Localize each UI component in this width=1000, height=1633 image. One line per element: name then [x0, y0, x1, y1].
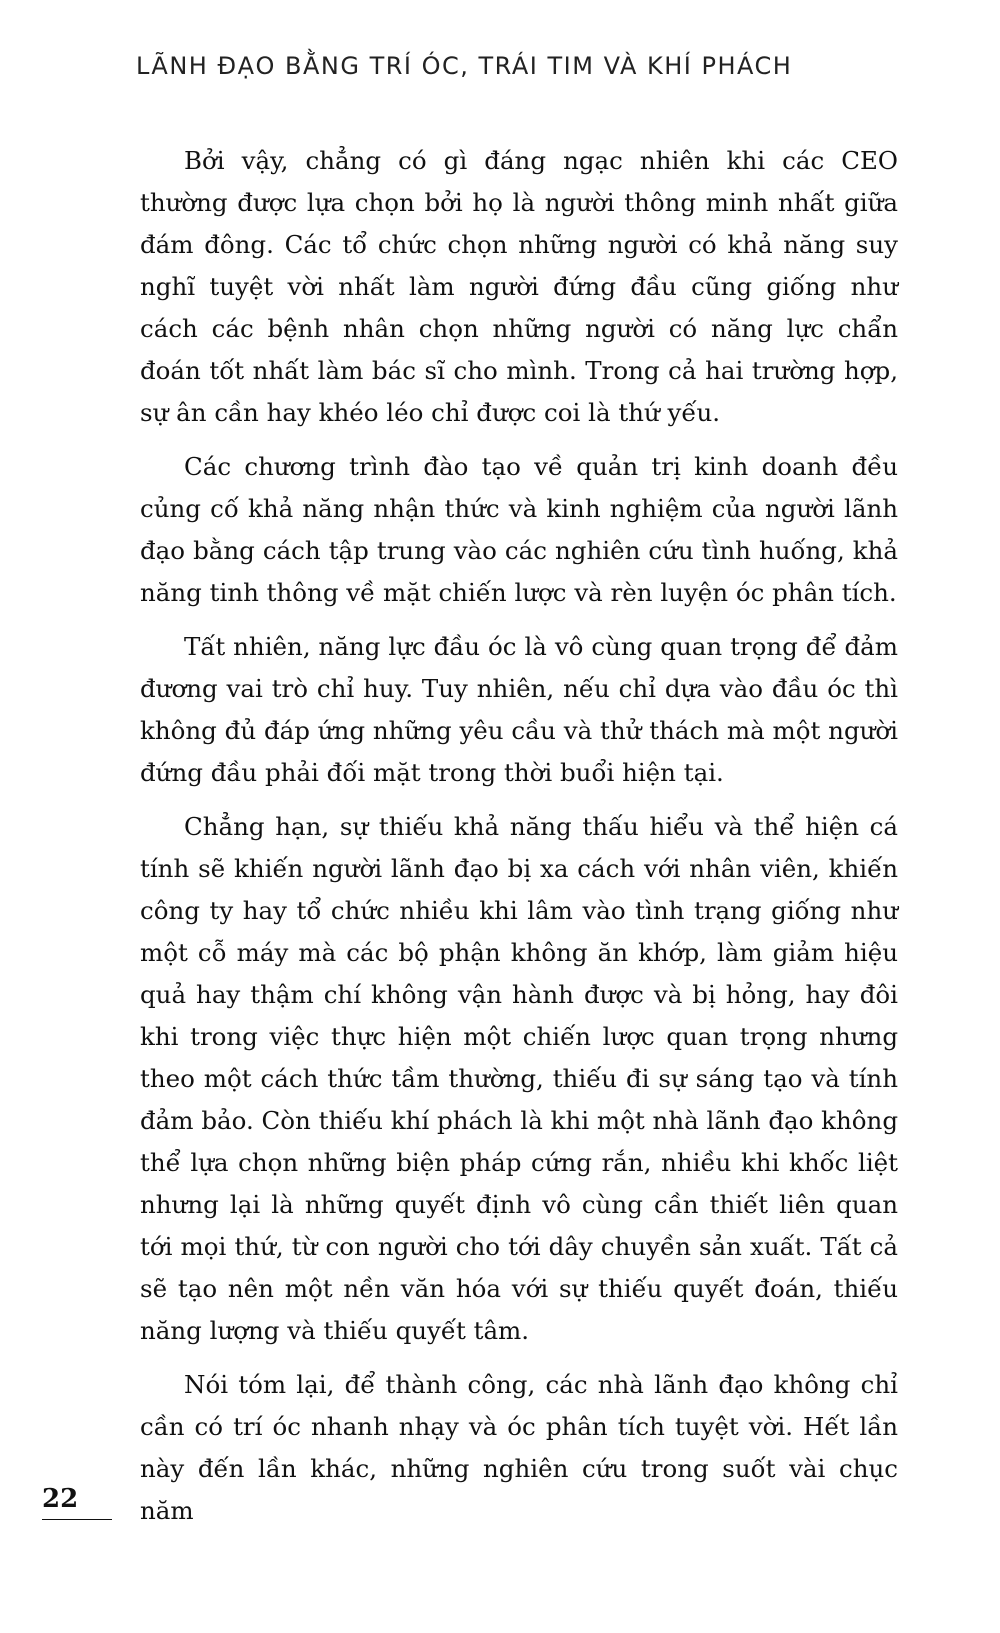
paragraph: Bởi vậy, chẳng có gì đáng ngạc nhiên khi các CEO thường được lựa chọn bởi họ là người thông minh nhất giữa đám đông. Các tổ chức chọn những người có khả năng suy nghĩ tuyệt vời nhất làm người đứng đầu cũng giống như cách các bệnh nhân chọn những người có năng lực chẩn đoán tốt nhất làm bác sĩ cho mình. Trong cả hai trường hợp, sự ân cần hay khéo léo chỉ được coi là thứ yếu.	[140, 146, 898, 427]
running-header: LÃNH ĐẠO BẰNG TRÍ ÓC, TRÁI TIM VÀ KHÍ PHÁCH	[136, 52, 793, 80]
paragraph: Các chương trình đào tạo về quản trị kinh doanh đều củng cố khả năng nhận thức và kinh nghiệm của người lãnh đạo bằng cách tập trung vào các nghiên cứu tình huống, khả năng tinh thông về mặt chiến lược và rèn luyện óc phân tích.	[140, 452, 898, 607]
footer-rule	[42, 1519, 112, 1520]
paragraph: Chẳng hạn, sự thiếu khả năng thấu hiểu và thể hiện cá tính sẽ khiến người lãnh đạo bị xa cách với nhân viên, khiến công ty hay tổ chức nhiều khi lâm vào tình trạng giống như một cỗ máy mà các bộ phận không ăn khớp, làm giảm hiệu quả hay thậm chí không vận hành được và bị hỏng, hay đôi khi trong việc thực hiện một chiến lược quan trọng nhưng theo một cách thức tầm thường, thiếu đi sự sáng tạo và tính đảm bảo. Còn thiếu khí phách là khi một nhà lãnh đạo không thể lựa chọn những biện pháp cứng rắn, nhiều khi khốc liệt nhưng lại là những quyết định vô cùng cần thiết liên quan tới mọi thứ, từ con người cho tới dây chuyền sản xuất. Tất cả sẽ tạo nên một nền văn hóa với sự thiếu quyết đoán, thiếu năng lượng và thiếu quyết tâm.	[140, 812, 898, 1345]
paragraph: Nói tóm lại, để thành công, các nhà lãnh đạo không chỉ cần có trí óc nhanh nhạy và óc phân tích tuyệt vời. Hết lần này đến lần khác, những nghiên cứu trong suốt vài chục năm	[140, 1370, 898, 1525]
paragraph: Tất nhiên, năng lực đầu óc là vô cùng quan trọng để đảm đương vai trò chỉ huy. Tuy nhiên, nếu chỉ dựa vào đầu óc thì không đủ đáp ứng những yêu cầu và thử thách mà một người đứng đầu phải đối mặt trong thời buổi hiện tại.	[140, 632, 898, 787]
body-text	[140, 140, 898, 1532]
page-number: 22	[42, 1484, 79, 1514]
